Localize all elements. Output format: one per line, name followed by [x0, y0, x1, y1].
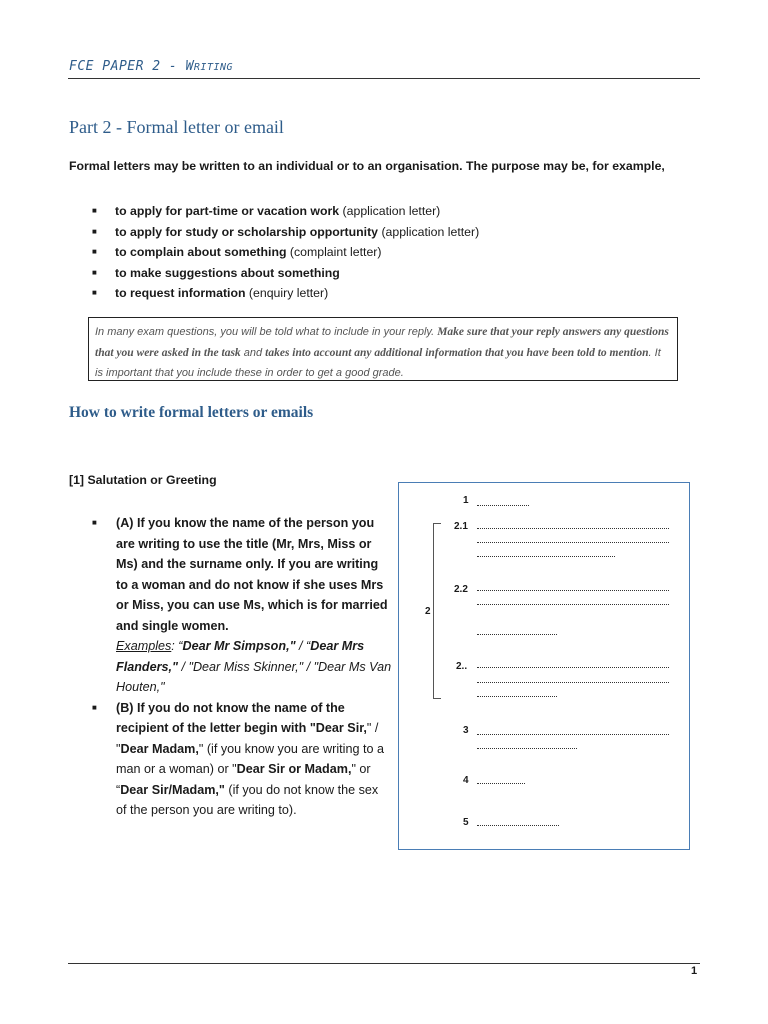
- diagram-label-2-1: 2.1: [454, 521, 468, 532]
- placeholder-line: [477, 667, 669, 668]
- part-title: Part 2 - Formal letter or email: [69, 117, 284, 137]
- placeholder-line: [477, 696, 557, 697]
- diagram-label-2-2: 2.2: [454, 584, 468, 595]
- running-header: FCE PAPER 2 - WRITING: [69, 59, 234, 74]
- diagram-label-5: 5: [463, 817, 469, 828]
- list-item: ■ to request information (enquiry letter): [92, 283, 479, 304]
- bullet-icon: ■: [92, 702, 97, 712]
- bullet-icon: ■: [92, 288, 97, 297]
- exam-tip-box: In many exam questions, you will be told what to include in your reply. Make sure that your reply answers any questions that you were asked in the task and takes into account any additional information that you have been told to mention. It is important that you include these in order to get a good grade.: [88, 317, 678, 381]
- placeholder-line: [477, 734, 669, 735]
- subsection-heading: [1] Salutation or Greeting: [69, 473, 217, 487]
- bullet-icon: ■: [92, 518, 97, 527]
- intro-text: Formal letters may be written to an individual or to an organisation. The purpose may be, for example,: [69, 159, 665, 173]
- bullet-icon: ■: [92, 247, 97, 256]
- list-item: ■ to make suggestions about something: [92, 263, 479, 284]
- placeholder-line: [477, 682, 669, 683]
- list-item: ■ to apply for study or scholarship opportunity (application letter): [92, 222, 479, 243]
- list-item: ■ (B) If you do not know the name of the recipient of the letter begin with "Dear Sir," / "Dear Madam," (if you know you are writing to a man or a woman) or "Dear Sir or Madam," or “Dear Sir/Madam," (if you do not know the sex of the person you are writing to).: [92, 698, 392, 821]
- diagram-label-1: 1: [463, 495, 469, 506]
- diagram-label-3: 3: [463, 725, 469, 736]
- diagram-label-2-n: 2..: [456, 661, 468, 672]
- placeholder-line: [477, 634, 557, 635]
- placeholder-line: [477, 604, 669, 605]
- bullet-icon: ■: [92, 206, 97, 215]
- placeholder-line: [477, 748, 577, 749]
- placeholder-line: [477, 542, 669, 543]
- bullet-icon: ■: [92, 226, 97, 236]
- placeholder-line: [477, 556, 615, 557]
- placeholder-line: [477, 505, 529, 506]
- diagram-label-4: 4: [463, 775, 469, 786]
- section-heading: How to write formal letters or emails: [69, 404, 314, 421]
- placeholder-line: [477, 783, 525, 784]
- salutation-list: [92, 513, 392, 821]
- page-number: 1: [691, 965, 698, 977]
- paragraph-bracket: [433, 523, 441, 699]
- placeholder-line: [477, 528, 669, 529]
- footer-divider: [68, 963, 700, 964]
- list-item: ■ to complain about something (complaint letter): [92, 242, 479, 263]
- placeholder-line: [477, 825, 559, 826]
- header-divider: [68, 78, 700, 79]
- letter-layout-diagram: [398, 482, 690, 850]
- bullet-icon: ■: [92, 267, 97, 277]
- list-item: ■ to apply for part-time or vacation work (application letter): [92, 201, 479, 222]
- diagram-label-2: 2: [425, 606, 431, 617]
- purpose-list: [92, 201, 479, 304]
- list-item: ■ (A) If you know the name of the person you are writing to use the title (Mr, Mrs, Miss or Ms) and the surname only. If you are writing to a woman and do not know if she uses Mrs or Miss, you can use Ms, which is for married and single women. Examples: “Dear Mr Simpson," / “Dear Mrs Flanders," / "Dear Miss Skinner," / "Dear Ms Van Houten,": [92, 513, 392, 698]
- placeholder-line: [477, 590, 669, 591]
